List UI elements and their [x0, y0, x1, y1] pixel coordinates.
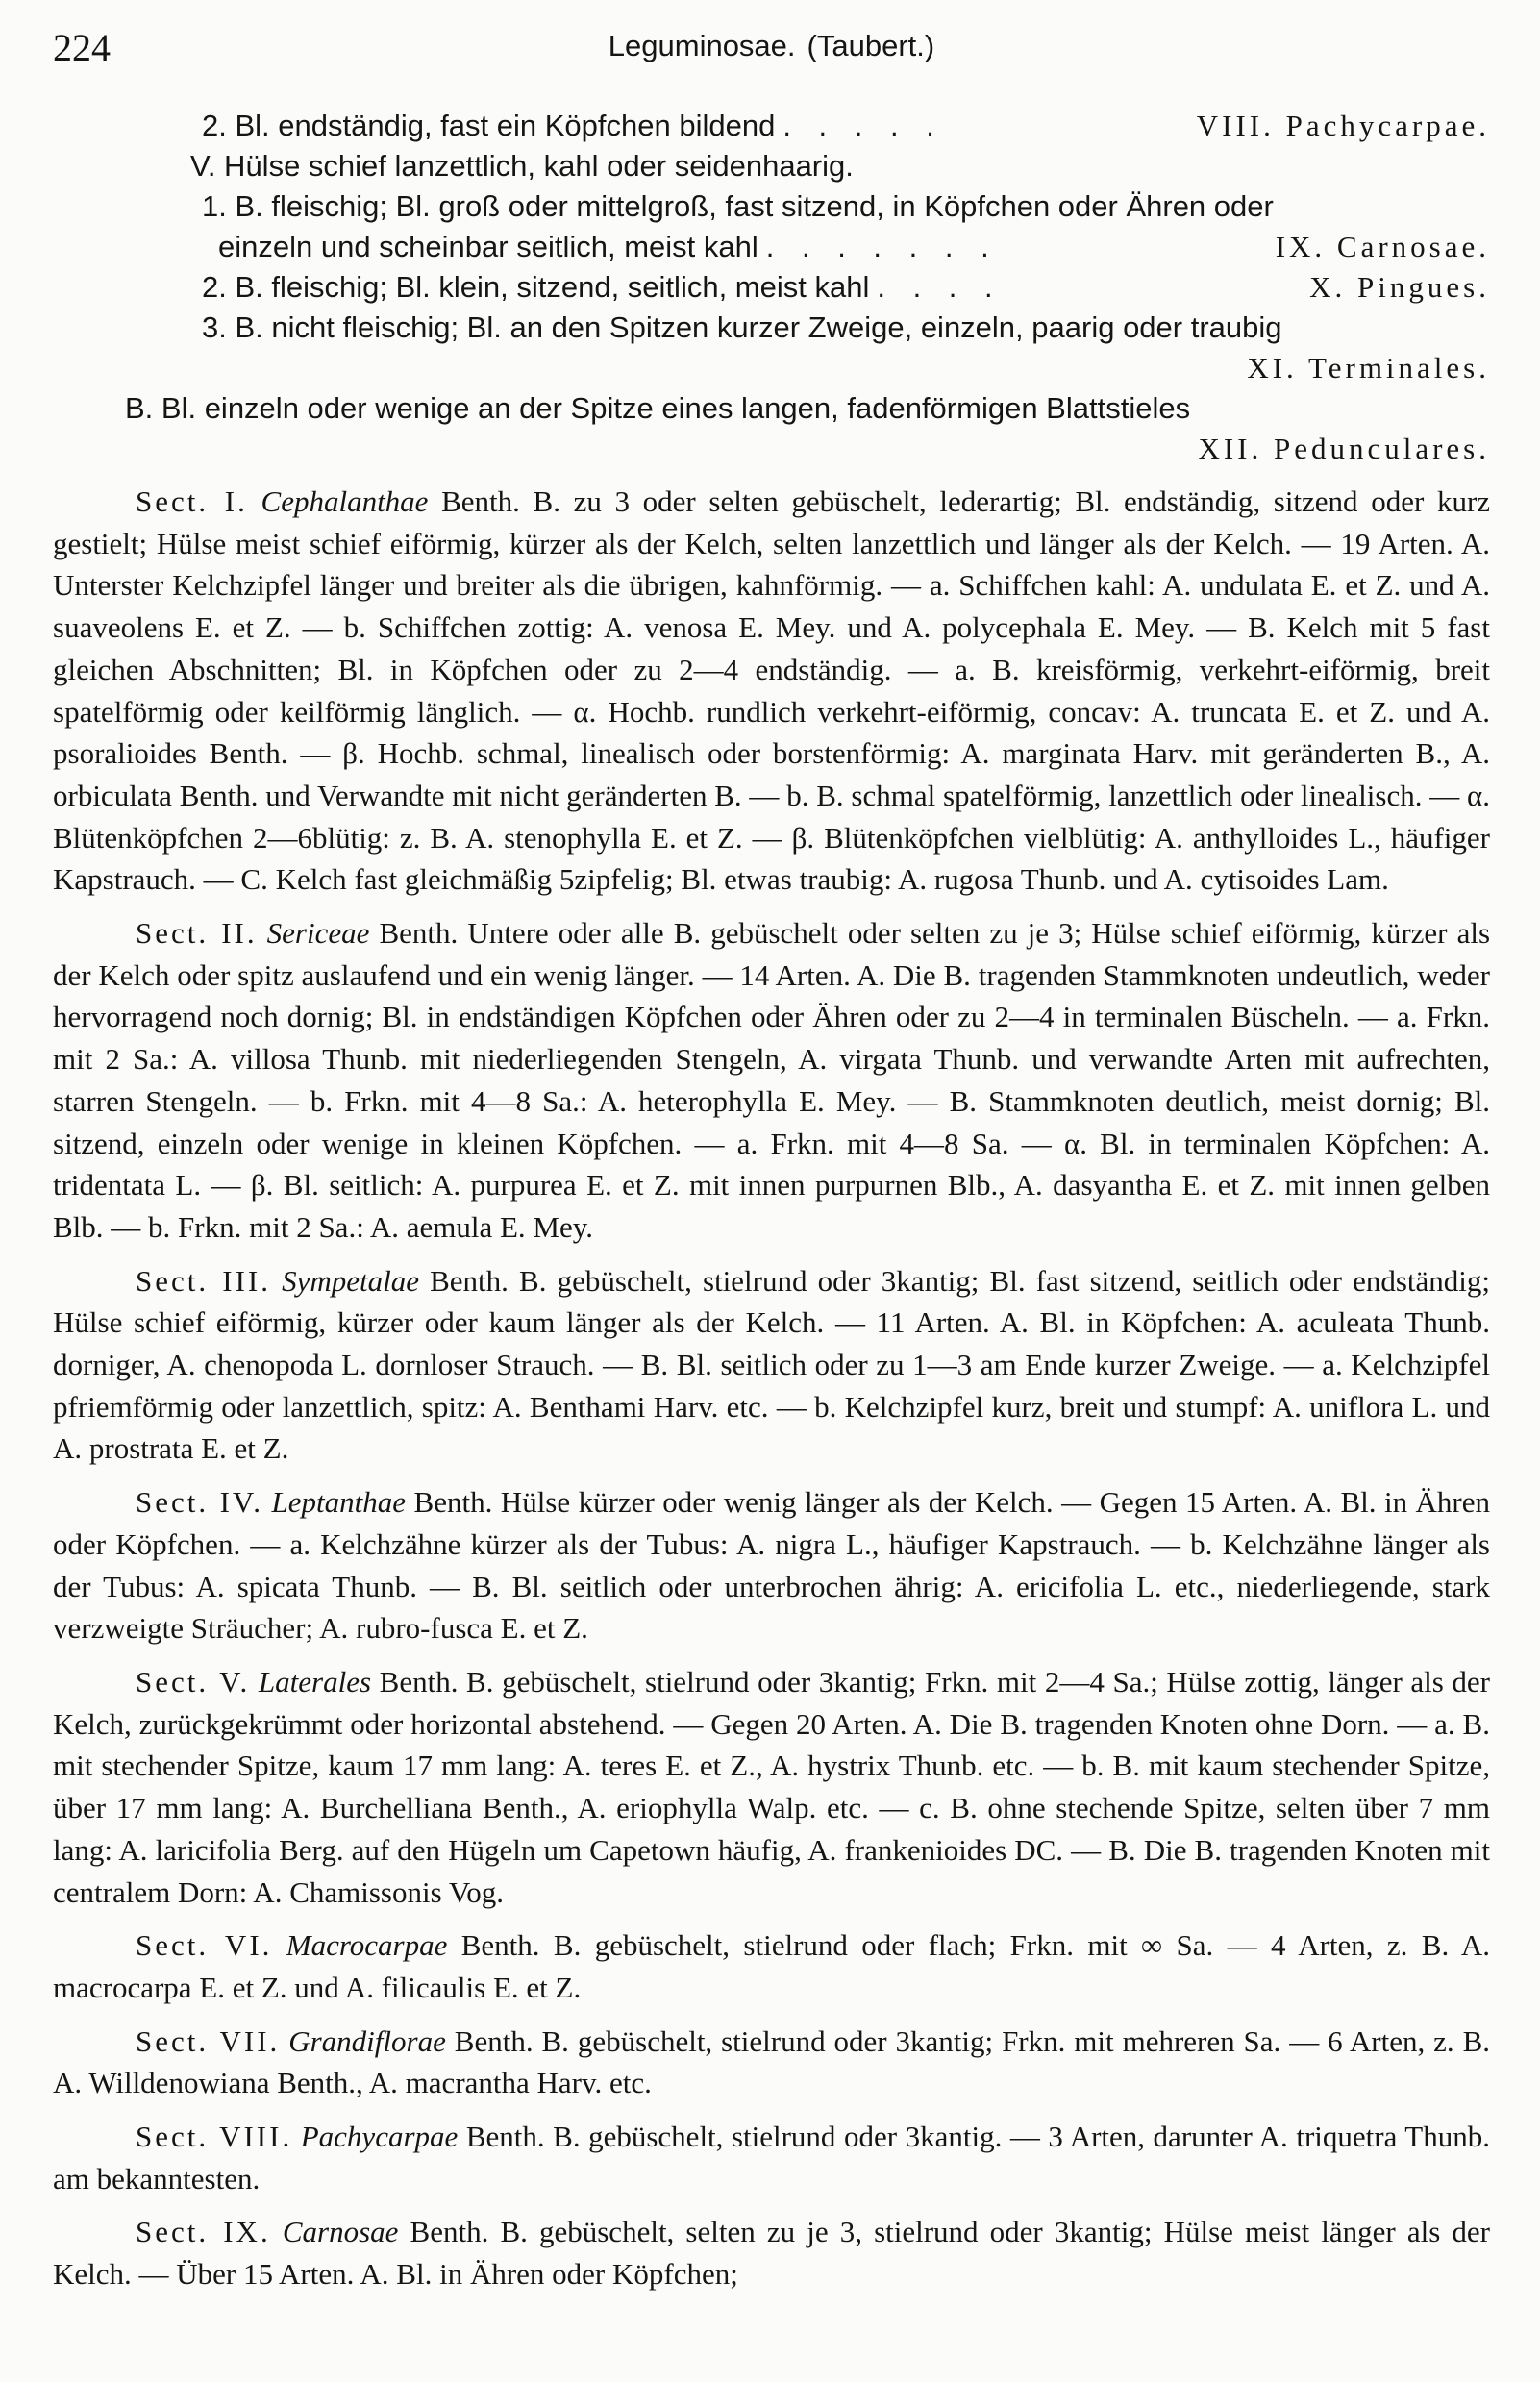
key-line: [53, 429, 1490, 469]
section-text: Benth. B. gebüschelt, stielrund oder 3kantig. — 3 Arten, darunter A. triquetra Thunb. am bekanntesten.: [53, 2120, 1490, 2196]
section-text: Benth. B. gebüschelt, stielrund oder 3kantig; Frkn. mit 2—4 Sa.; Hülse zottig, länger als der Kelch, zurückgekrümmt oder horizontal abstehend. — Gegen 20 Arten. A. Die B. tragenden Knoten ohne Dorn. — a. B. mit stechender Spitze, kaum 17 mm lang: A. teres E. et Z., A. hystrix Thunb. etc. — b. B. mit kaum stechender Spitze, über 17 mm lang: A. Burchelliana Benth., A. eriophylla Walp. etc. — c. B. ohne stechende Spitze, selten über 7 mm lang: A. laricifolia Berg. auf den Hügeln um Capetown häufig, A. frankenioides DC. — B. Die B. tragenden Knoten mit centralem Dorn: A. Chamissonis Vog.: [53, 1664, 1491, 1909]
page-number: 224: [53, 26, 111, 69]
key-line: [53, 348, 1490, 388]
key-line: 3. B. nicht fleischig; Bl. an den Spitzen kurzer Zweige, einzeln, paarig oder traubig: [202, 310, 1282, 344]
section-text: Benth. B. gebüschelt, selten zu je 3, stielrund oder 3kantig; Hülse meist länger als der Kelch. — Über 15 Arten. A. Bl. in Ähren oder Köpfchen;: [53, 2215, 1491, 2292]
section-paragraph: [53, 2116, 1490, 2199]
key-line: 1. B. fleischig; Bl. groß oder mittelgroß, fast sitzend, in Köpfchen oder Ähren oder: [202, 189, 1274, 223]
key-result: X. Pingues.: [1309, 270, 1490, 304]
section-paragraph: [53, 1481, 1490, 1650]
section-label: Sect. V.: [136, 1664, 251, 1699]
section-label: Sect. II.: [136, 916, 258, 951]
section-list: [53, 481, 1490, 2295]
section-text: Benth. Untere oder alle B. gebüschelt oder selten zu je 3; Hülse schief eiförmig, kürzer als der Kelch oder spitz auslaufend und ein wenig länger. — 14 Arten. A. Die B. tragenden Stammknoten undeutlich, weder hervorragend noch dornig; Bl. in endständigen Köpfchen oder Ähren oder zu 2—4 in terminalen Büscheln. — a. Frkn. mit 2 Sa.: A. villosa Thunb. mit niederliegenden Stengeln, A. virgata Thunb. und verwandte Arten mit aufrechten, starren Stengeln. — b. Frkn. mit 4—8 Sa.: A. heterophylla E. Mey. — B. Stammknoten deutlich, meist dornig; Bl. sitzend, einzeln oder wenige in kleinen Köpfchen. — a. Frkn. mit 4—8 Sa. — α. Bl. in terminalen Köpfchen: A. tridentata L. — β. Bl. seitlich: A. purpurea E. et Z. mit innen purpurnen Blb., A. dasyantha E. et Z. mit innen gelben Blb. — b. Frkn. mit 2 Sa.: A. aemula E. Mey.: [53, 916, 1491, 1244]
page-header: [53, 0, 1490, 106]
section-name: Macrocarpae: [286, 1928, 448, 1963]
key-line: V. Hülse schief lanzettlich, kahl oder seidenhaarig.: [190, 149, 854, 183]
key-line: einzeln und scheinbar seitlich, meist kahl . . . . . . . IX. Carnosae.: [53, 227, 1490, 267]
key-result: VIII. Pachycarpae.: [1196, 109, 1490, 142]
section-paragraph: [53, 1661, 1490, 1913]
section-name: Sympetalae: [282, 1263, 419, 1298]
key-line: B. Bl. einzeln oder wenige an der Spitze eines langen, fadenförmigen Blattstieles: [125, 391, 1191, 425]
section-label: Sect. IX.: [136, 2215, 271, 2249]
section-label: Sect. VIII.: [136, 2120, 293, 2154]
section-text: Benth. B. zu 3 oder selten gebüschelt, lederartig; Bl. endständig, sitzend oder kurz gestielt; Hülse meist schief eiförmig, kürzer als der Kelch, selten lanzettlich und länger als der Kelch. — 19 Arten. A. Unterster Kelchzipfel länger und breiter als die übrigen, kahnförmig. — a. Schiffchen kahl: A. undulata E. et Z. und A. suaveolens E. et Z. — b. Schiffchen zottig: A. venosa E. Mey. und A. polycephala E. Mey. — B. Kelch mit 5 fast gleichen Abschnitten; Bl. in Köpfchen oder zu 2—4 endständig. — a. B. kreisförmig, verkehrt-eiförmig, breit spatelförmig oder keilförmig länglich. — α. Hochb. rundlich verkehrt-eiförmig, concav: A. truncata E. et Z. und A. psoralioides Benth. — β. Hochb. schmal, linealisch oder borstenförmig: A. marginata Harv. mit geränderten B., A. orbiculata Benth. und Verwandte mit nicht geränderten B. — b. B. schmal spatelförmig, lanzettlich oder linealisch. — α. Blütenköpfchen 2—6blütig: z. B. A. stenophylla E. et Z. — β. Blütenköpfchen vielblütig: A. anthylloides L., häufiger Kapstrauch. — C. Kelch fast gleichmäßig 5zipfelig; Bl. etwas traubig: A. rugosa Thunb. und A. cytisoides Lam.: [53, 484, 1491, 897]
section-paragraph: [53, 1260, 1490, 1471]
section-name: Sericeae: [266, 916, 370, 951]
section-paragraph: [53, 2021, 1490, 2104]
section-label: Sect. VI.: [136, 1928, 273, 1963]
section-name: Carnosae: [282, 2215, 399, 2249]
section-paragraph: [53, 1924, 1490, 2008]
running-title: [53, 29, 1490, 63]
section-text: Benth. Hülse kürzer oder wenig länger als der Kelch. — Gegen 15 Arten. A. Bl. in Ähren oder Köpfchen. — a. Kelchzähne kürzer als der Tubus: A. nigra L., häufiger Kapstrauch. — b. Kelchzähne länger als der Tubus: A. spicata Thunb. — B. Bl. seitlich oder unterbrochen ährig: A. ericifolia L. etc., niederliegende, stark verzweigte Sträucher; A. rubro-fusca E. et Z.: [53, 1485, 1491, 1646]
key-line: 2. Bl. endständig, fast ein Köpfchen bildend . . . . . VIII. Pachycarpae.: [53, 106, 1490, 146]
section-paragraph: [53, 912, 1490, 1249]
section-name: Pachycarpae: [300, 2120, 459, 2154]
section-label: Sect. IV.: [136, 1485, 264, 1520]
key-result: XI. Terminales.: [1247, 351, 1490, 385]
running-title-family: Leguminosae.: [608, 29, 796, 62]
section-text: Benth. B. gebüschelt, stielrund oder flach; Frkn. mit ∞ Sa. — 4 Arten, z. B. A. macrocarpa E. et Z. und A. filicaulis E. et Z.: [53, 1928, 1491, 2004]
key-line: 2. B. fleischig; Bl. klein, sitzend, seitlich, meist kahl . . . . X. Pingues.: [53, 267, 1490, 308]
section-text: Benth. B. gebüschelt, stielrund oder 3kantig; Bl. fast sitzend, seitlich oder endständig; Hülse schief eiförmig, kürzer oder kaum länger als der Kelch. — 11 Arten. A. Bl. in Köpfchen: A. aculeata Thunb. dorniger, A. chenopoda L. dornloser Strauch. — B. Bl. seitlich oder zu 1—3 am Ende kurzer Zweige. — a. Kelchzipfel pfriemförmig oder lanzettlich, spitz: A. Benthami Harv. etc. — b. Kelchzipfel kurz, breit und stumpf: A. uniflora L. und A. prostrata E. et Z.: [53, 1263, 1491, 1466]
section-name: Laterales: [258, 1664, 372, 1699]
key-result: IX. Carnosae.: [1275, 230, 1490, 263]
section-name: Cephalanthae: [261, 484, 429, 518]
section-label: Sect. I.: [136, 484, 248, 518]
running-title-author: (Taubert.): [807, 29, 935, 62]
section-label: Sect. VII.: [136, 2023, 281, 2058]
section-text: Benth. B. gebüschelt, stielrund oder 3kantig; Frkn. mit mehreren Sa. — 6 Arten, z. B. A. Willdenowiana Benth., A. macrantha Harv. etc.: [53, 2023, 1490, 2100]
section-name: Leptanthae: [271, 1485, 407, 1520]
section-paragraph: [53, 2211, 1490, 2295]
identification-key: [53, 106, 1490, 469]
key-result: XII. Pedunculares.: [1198, 432, 1490, 465]
section-label: Sect. III.: [136, 1263, 271, 1298]
section-name: Grandiflorae: [288, 2023, 446, 2058]
section-paragraph: [53, 481, 1490, 901]
